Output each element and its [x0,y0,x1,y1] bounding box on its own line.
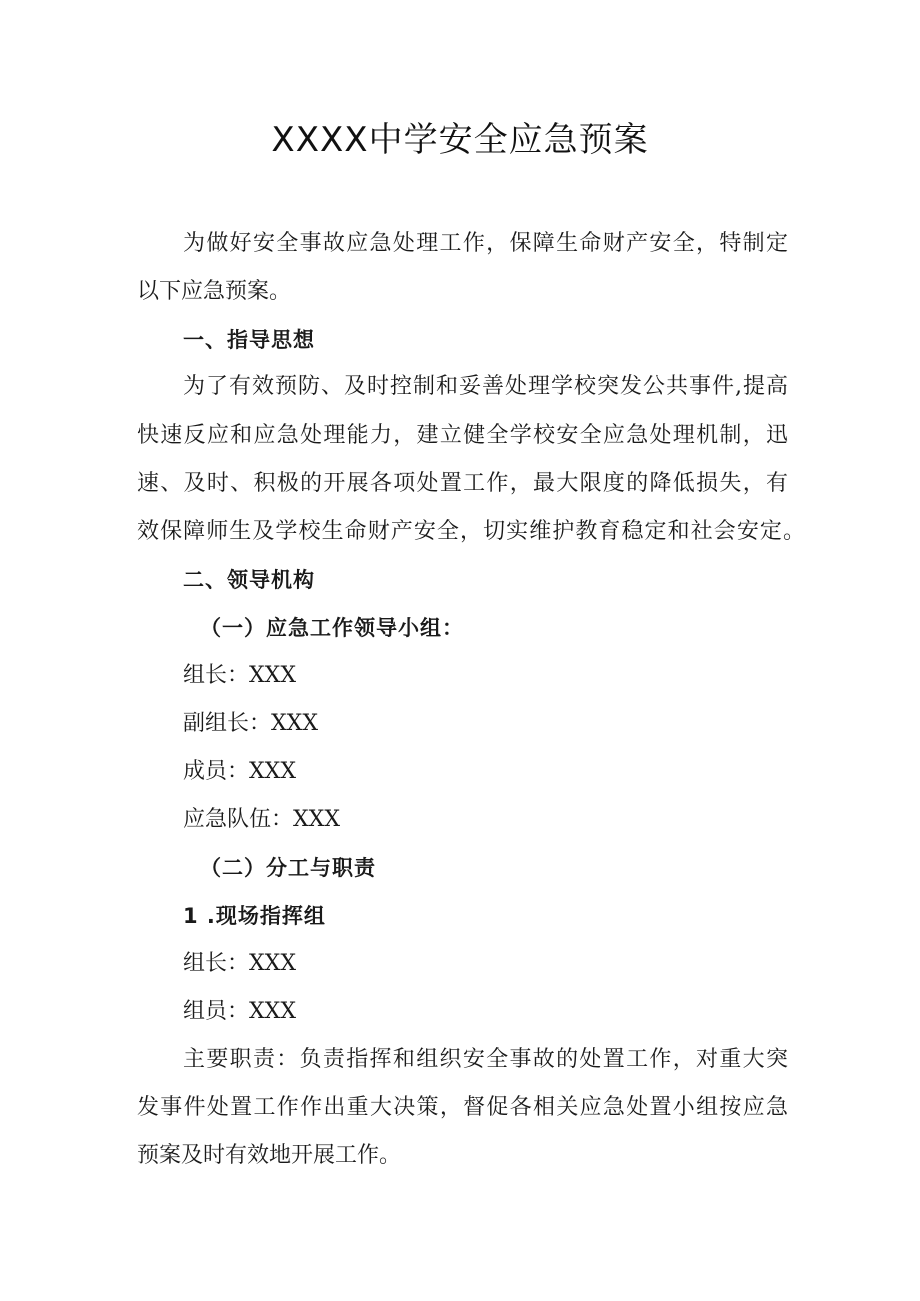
subsection-1-heading: （一）应急工作领导小组： [200,616,464,640]
section-1-line-1: 为了有效预防、及时控制和妥善处理学校突发公共事件,提高 [183,374,788,399]
group-1-members-line: 组员：XXX [183,999,296,1024]
group-1-duty-line-3: 预案及时有效地开展工作。 [137,1143,402,1168]
intro-line-1: 为做好安全事故应急处理工作，保障生命财产安全，特制定 [183,231,788,256]
deputy-leader-line: 副组长：XXX [183,711,318,736]
section-1-heading: 一、指导思想 [183,328,315,352]
section-1-line-3: 速、及时、积极的开展各项处置工作，最大限度的降低损失，有 [137,471,788,496]
leader-line: 组长：XXX [183,663,296,688]
section-1-line-4: 效保障师生及学校生命财产安全，切实维护教育稳定和社会安定。 [137,519,805,544]
section-1-line-2: 快速反应和应急处理能力，建立健全学校安全应急处理机制，迅 [137,423,788,448]
group-1-duty-line-1: 主要职责：负责指挥和组织安全事故的处置工作，对重大突 [183,1047,788,1072]
emergency-team-line: 应急队伍：XXX [183,807,340,832]
document-title: XXXX中学安全应急预案 [271,120,649,160]
section-2-heading: 二、领导机构 [183,568,315,592]
group-1-heading: 1 .现场指挥组 [183,904,326,928]
subsection-2-heading: （二）分工与职责 [200,856,376,880]
group-1-duty-line-2: 发事件处置工作作出重大决策，督促各相关应急处置小组按应急 [137,1095,788,1120]
intro-line-2: 以下应急预案。 [137,279,292,304]
members-line: 成员：XXX [183,759,296,784]
group-1-leader-line: 组长：XXX [183,951,296,976]
